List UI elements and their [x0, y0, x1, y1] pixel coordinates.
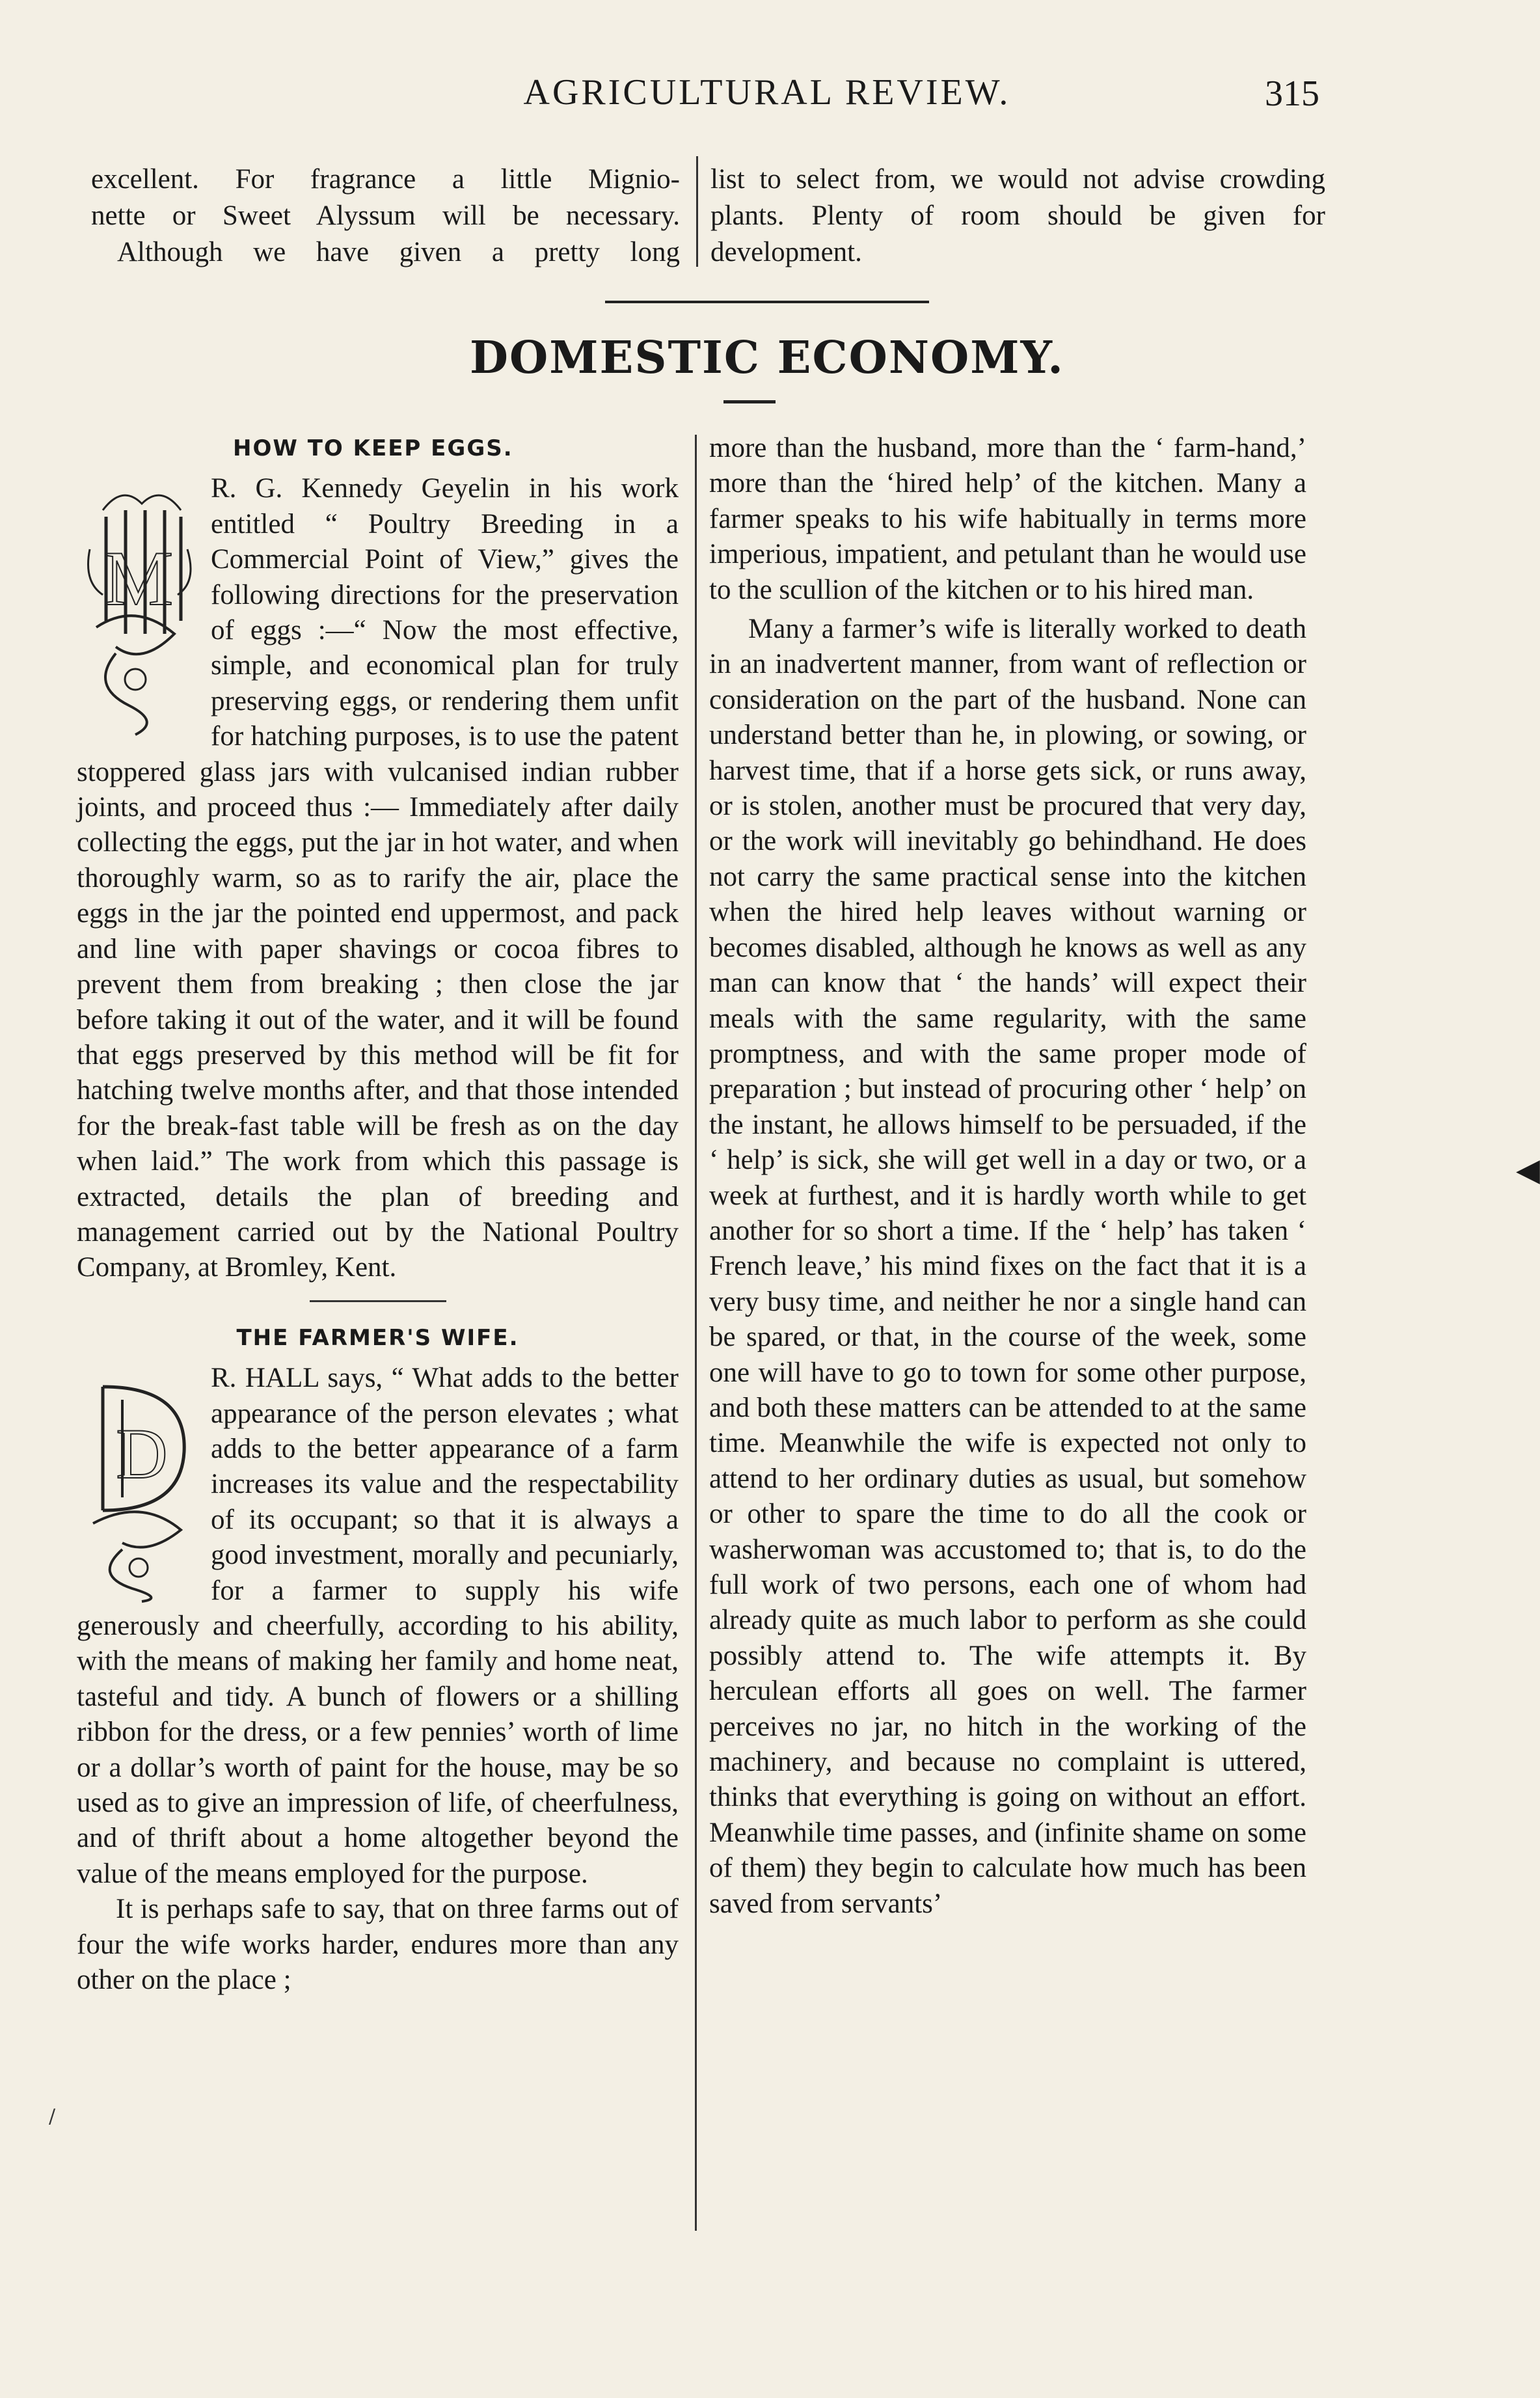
article-eggs-heading: HOW TO KEEP EGGS.: [233, 435, 513, 461]
article-eggs: [77, 431, 679, 1286]
top-left-line-3: Although we have given a pretty long: [117, 237, 680, 267]
page-number: 315: [1265, 74, 1319, 114]
dropcap-d: [77, 1361, 200, 1601]
running-title: AGRICULTURAL REVIEW.: [523, 72, 1011, 113]
ornate-initial-m-icon: [77, 471, 200, 738]
main-column-divider: [695, 435, 697, 2231]
section-rule-lower: [723, 400, 776, 403]
right-paragraph-1: more than the husband, more than the ‘ farm-hand,’ more than the ‘hired help’ of the kitchen. Many a farmer speaks to his wife habitually in terms more imperious, impatient, and petulant than he would use to the scullion of the kitchen or to his hired man.: [709, 433, 1306, 605]
right-paragraph-2: Many a farmer’s wife is literally worked to death in an inadvertent manner, from want of reflection or consideration on the part of the husband. None can understand better than he, in plowing, or sowing, or harvest time, that if a horse gets sick, or runs away, or is stolen, another must be procured that very day, or the work will inevitably go behindhand. He does not carry the same practical sense into the kitchen when the hired help leaves without warning or becomes disabled, although he knows as well as any man can know that ‘ the hands’ will expect their meals with the same regularity, with the same promptness, and with the same proper mode of preparation ; but instead of procuring other ‘ help’ on the instant, he allows himself to be persuaded, if the ‘ help’ is sick, she will get well in a day or two, or a week at furthest, and it is hardly worth while to get another for so short a time. If the ‘ help’ has taken ‘ French leave,’ his mind fixes on the fact that it is a very busy time, and neither he nor a single hand can be spared, or that, in the course of the week, some one will have to go to town for some other purpose, and both these matters can be attended to at the same time. Meanwhile the wife is expected not only to attend to her ordinary duties as usual, but somehow or other to spare the time to do all the cook or washerwoman was accustomed to; that is, to do the full work of two persons, each one of whom had already quite as much labor to perform as she could possibly attend to. The wife attempts it. By herculean efforts all goes on well. The farmer perceives no jar, no hitch in the working of the machinery, and because no complaint is uttered, thinks that everything is going on without an effort. Meanwhile time passes, and (infinite shame on some of them) they begin to calculate how much has been saved from servants’: [709, 614, 1306, 1919]
top-left-column: [91, 161, 680, 271]
article-divider: [310, 1300, 446, 1302]
right-column: [709, 431, 1306, 1922]
article-wife-heading: THE FARMER'S WIFE.: [236, 1324, 519, 1351]
top-left-line-1: excellent. For fragrance a little Mignio-: [91, 164, 680, 195]
left-column: [77, 431, 679, 1998]
dropcap-m-letter: M: [103, 535, 174, 622]
top-column-divider: [696, 156, 698, 267]
dropcap-m: [77, 471, 200, 738]
margin-mark-icon: ◀: [1516, 1152, 1540, 1188]
ornate-initial-d-icon: [77, 1361, 200, 1601]
section-rule-upper: [605, 301, 929, 303]
article-wife-paragraph-2: It is perhaps safe to say, that on three farms out of four the wife works harder, endures more than any other on the place ;: [77, 1894, 679, 1996]
article-eggs-body: R. G. Kennedy Geyelin in his work entitled “ Poultry Breeding in a Commercial Point of View,” gives the following directions for the preservation of eggs :—“ Now the most effective, simple, and economical plan for truly preserving eggs, or rendering them unfit for hatching purposes, is to use the patent stoppered glass jars with vulcanised indian rubber joints, and proceed thus :— Immediately after daily collecting the eggs, put the jar in hot water, and when thoroughly warm, so as to rarify the air, place the eggs in the jar the pointed end uppermost, and pack and line with paper shavings or cocoa fibres to prevent them from breaking ; then close the jar before taking it out of the water, and it will be found that eggs preserved by this method will be fit for hatching twelve months after, and that those intended for the break-fast table will be fresh as on the day when laid.” The work from which this passage is extracted, details the plan of breeding and management carried out by the National Poultry Company, at Bromley, Kent.: [77, 473, 679, 1283]
top-left-line-2: nette or Sweet Alyssum will be necessary.: [91, 200, 680, 231]
section-title: DOMESTIC ECONOMY.: [470, 332, 1064, 384]
stray-mark: /: [49, 2105, 56, 2128]
article-farmers-wife: [77, 1320, 679, 1998]
top-right-column: [710, 161, 1325, 271]
dropcap-d-letter: D: [116, 1414, 168, 1494]
article-wife-body: R. HALL says, “ What adds to the better appearance of the person elevates ; what adds to the better appearance of a farm increases its value and the respectability of its occupant; so that it is always a good investment, morally and pecuniarly, for a farmer to supply his wife generously and cheerfully, according to his ability, with the means of making her family and home neat, tasteful and tidy. A bunch of flowers or a shilling ribbon for the dress, or a few pennies’ worth of lime or a dollar’s worth of paint for the house, may be so used as to give an impression of life, of cheerfulness, and of thrift about a home altogether beyond the value of the means employed for the purpose.: [77, 1363, 679, 1889]
top-right-paragraph: list to select from, we would not advise crowding plants. Plenty of room should be given for development.: [710, 164, 1325, 267]
